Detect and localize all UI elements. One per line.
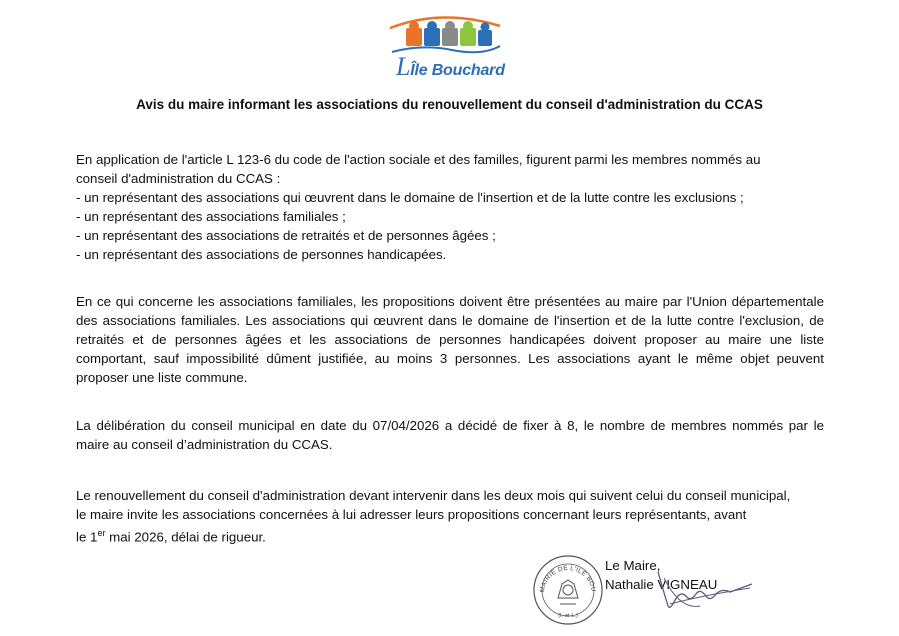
paragraph-renewal [76, 486, 824, 546]
text-line: En application de l'article L 123-6 du code de l'action sociale et des familles, figurent parmi les membres nommés au [76, 152, 761, 167]
handwritten-signature [640, 566, 755, 614]
list-item: - un représentant des associations qui œuvrent dans le domaine de l'insertion et de la lutte contre les exclusions ; [76, 190, 744, 205]
town-logo-icon [382, 12, 506, 56]
seal-text: MAIRIE DE L'ILE BOU [538, 564, 597, 593]
paragraph-deliberation [76, 416, 824, 454]
text-line: comportant, sauf impossibilité dûment justifiée, au moins 3 personnes. Les associations ayant le même objet peuvent [76, 351, 824, 366]
people-icon [406, 21, 492, 46]
text-line: La délibération du conseil municipal en date du 07/04/2026 a décidé de fixer à 8, le nombre de membres nommés par le [76, 418, 824, 433]
town-logo [382, 12, 506, 84]
text-line: des associations familiales. Les associations qui œuvrent dans le domaine de l'insertion et de la lutte contre l'exclusion, de [76, 313, 824, 328]
mairie-seal [532, 554, 604, 626]
mayor-name: Nathalie VIGNEAU [605, 577, 718, 592]
text-line: le maire invite les associations concernées à lui adresser leurs propositions concernant leurs représentants, avant [76, 507, 747, 522]
text-line: proposer une liste commune. [76, 370, 248, 385]
list-item: - un représentant des associations de personnes handicapées. [76, 247, 447, 262]
list-item: - un représentant des associations familiales ; [76, 209, 346, 224]
seal-bottom-text: (I.-et-L.) [558, 613, 578, 619]
text-line: maire au conseil d’administration du CCAS. [76, 437, 333, 452]
text-line: conseil d'administration du CCAS : [76, 171, 281, 186]
list-item: - un représentant des associations de retraités et de personnes âgées ; [76, 228, 496, 243]
text-line: En ce qui concerne les associations familiales, les propositions doivent être présentées au maire par l'Union départementale [76, 294, 824, 309]
text-line: Le renouvellement du conseil d'administration devant intervenir dans les deux mois qui suivent celui du conseil municipal, [76, 488, 791, 503]
town-name: LÎle Bouchard [396, 52, 505, 81]
page-title: Avis du maire informant les associations du renouvellement du conseil d'administration du CCAS [136, 97, 763, 112]
seal-stamp-icon [532, 554, 604, 626]
paragraph-proposals [76, 292, 824, 387]
mayor-role: Le Maire, [605, 558, 661, 573]
deadline-line: le 1er mai 2026, délai de rigueur. [76, 528, 266, 545]
paragraph-article [76, 150, 824, 264]
text-line: retraités et de personnes âgées et les associations de personnes handicapées doivent proposer au maire une liste [76, 332, 824, 347]
